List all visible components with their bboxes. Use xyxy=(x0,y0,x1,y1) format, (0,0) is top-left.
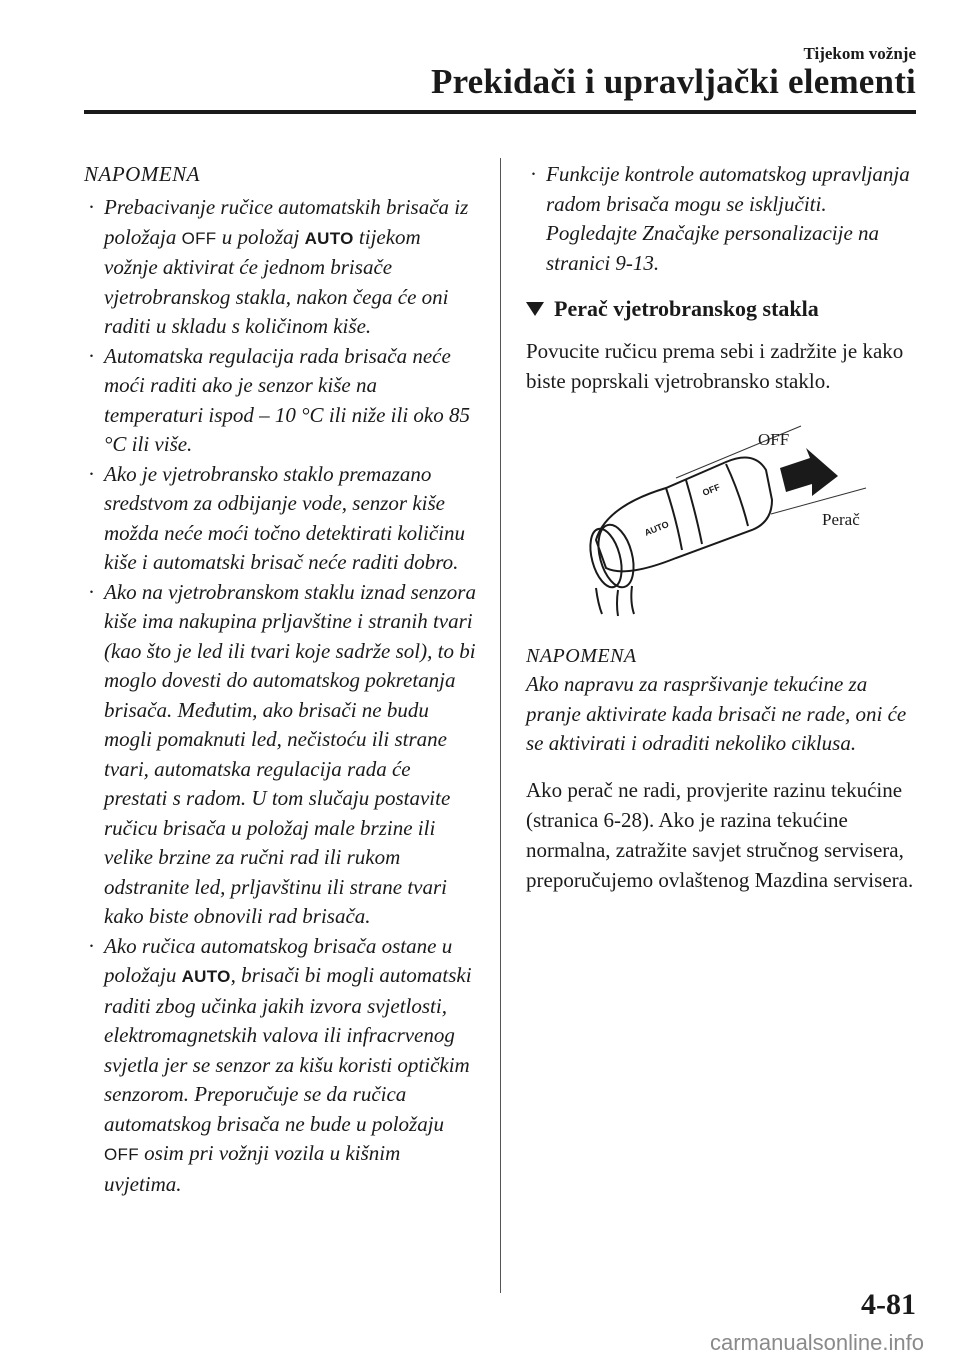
bullet-icon: · xyxy=(88,343,95,368)
note-item xyxy=(84,193,476,342)
triangle-down-icon xyxy=(526,302,544,316)
column-divider xyxy=(500,158,501,1293)
watermark-text: carmanualsonline.info xyxy=(709,1330,924,1355)
note-item xyxy=(84,578,476,932)
stalk-outline xyxy=(585,458,772,617)
pull-arrow-icon xyxy=(780,448,838,496)
body-paragraph: Povucite ručicu prema sebi i zadržite je kako biste poprskali vjetrobransko staklo. xyxy=(526,339,904,393)
bullet-icon: · xyxy=(88,579,95,604)
note-item xyxy=(84,342,476,460)
note-text: Automatska regulacija rada brisača neće moći raditi ako je senzor kiše na temperaturi ispod – 10 °C ili niže ili oko 85 °C ili više. xyxy=(104,343,470,456)
note-item xyxy=(84,460,476,578)
washer-lever-figure xyxy=(526,418,918,618)
note-text: Ako ručica automatskog brisača ostane u položaju xyxy=(104,933,453,987)
note-text: u položaj xyxy=(216,224,305,249)
off-position-symbol: OFF xyxy=(181,228,217,248)
section-heading xyxy=(526,296,918,322)
figure-label-off: OFF xyxy=(758,430,790,449)
bullet-icon: · xyxy=(88,933,95,958)
stalk-off-label: OFF xyxy=(701,481,722,498)
running-header-section: Tijekom vožnje xyxy=(803,44,916,63)
running-header-chapter: Prekidači i upravljački elementi xyxy=(430,62,916,101)
note-text: Ako je vjetrobransko staklo premazano sredstvom za odbijanje vode, senzor kiše možda neće moći točno detektirati količinu kiše i automatski brisač neće raditi dobro. xyxy=(104,461,465,574)
auto-position-symbol: AUTO xyxy=(304,228,354,248)
stalk-auto-label: AUTO xyxy=(643,519,671,538)
note-text: tijekom vožnje aktivirat će jednom brisače vjetrobranskog stakla, nakon čega će oni raditi u skladu s količinom kiše. xyxy=(104,224,449,338)
note-text: Prebacivanje ručice automatskih brisača iz položaja xyxy=(104,195,469,249)
off-position-symbol: OFF xyxy=(104,1145,139,1164)
left-column xyxy=(84,160,476,1199)
note-text: osim pri vožnji vozila u kišnim uvjetima. xyxy=(104,1141,401,1196)
note-item xyxy=(84,932,476,1200)
note-item xyxy=(526,160,918,278)
note-title: NAPOMENA xyxy=(84,162,200,186)
figure-label-perac: Perač xyxy=(822,510,860,529)
note-text: Ako napravu za raspršivanje tekućine za pranje aktivirate kada brisači ne rade, oni će se aktivirati i odraditi nekoliko ciklusa. xyxy=(526,672,907,755)
note-text: Funkcije kontrole automatskog upravljanja radom brisača mogu se isključiti. Pogledajte Značajke personalizacije na stranici 9-13. xyxy=(546,162,910,275)
note-title: NAPOMENA xyxy=(526,645,637,667)
auto-position-symbol: AUTO xyxy=(181,967,231,986)
section-heading-text: Perač vjetrobranskog stakla xyxy=(554,296,819,321)
page-number: 4-81 xyxy=(861,1288,916,1321)
note-list xyxy=(526,160,918,278)
header-rule xyxy=(84,110,916,114)
note-text: Ako na vjetrobranskom staklu iznad senzora kiše ima nakupina prljavštine i stranih tvari (kao što je led ili tvari koje sadrže sol), to bi moglo dovesti do automatskog pokretanja brisača. Međutim, ako brisači ne budu mogli pomaknuti led, nečistoću ili strane tvari, automatska regulacija rada će prestati s radom. U tom slučaju postavite ručicu brisača u položaj male brzine ili velike brzine za ručni rad ili rukom odstranite led, prljavštinu ili strane tvari kako biste obnovili rad brisača. xyxy=(104,579,476,928)
note-list xyxy=(84,193,476,1199)
bullet-icon: · xyxy=(88,195,95,219)
body-paragraph: Ako perač ne radi, provjerite razinu tekućine (stranica 6-28). Ako je razina tekućine normalna, zatražite savjet stručnog servisera, preporučujemo ovlaštenog Mazdina servisera. xyxy=(526,777,914,892)
right-column xyxy=(526,160,918,903)
note-text: , brisači bi mogli automatski raditi zbog učinka jakih izvora svjetlosti, elektromagnetskih valova ili infracrvenog svjetla jer se senzor za kišu koristi optičkim senzorom. Preporučuje se da ručica automatskog brisača ne bude u položaju xyxy=(104,963,472,1136)
bullet-icon: · xyxy=(88,461,95,486)
bullet-icon: · xyxy=(530,162,537,186)
